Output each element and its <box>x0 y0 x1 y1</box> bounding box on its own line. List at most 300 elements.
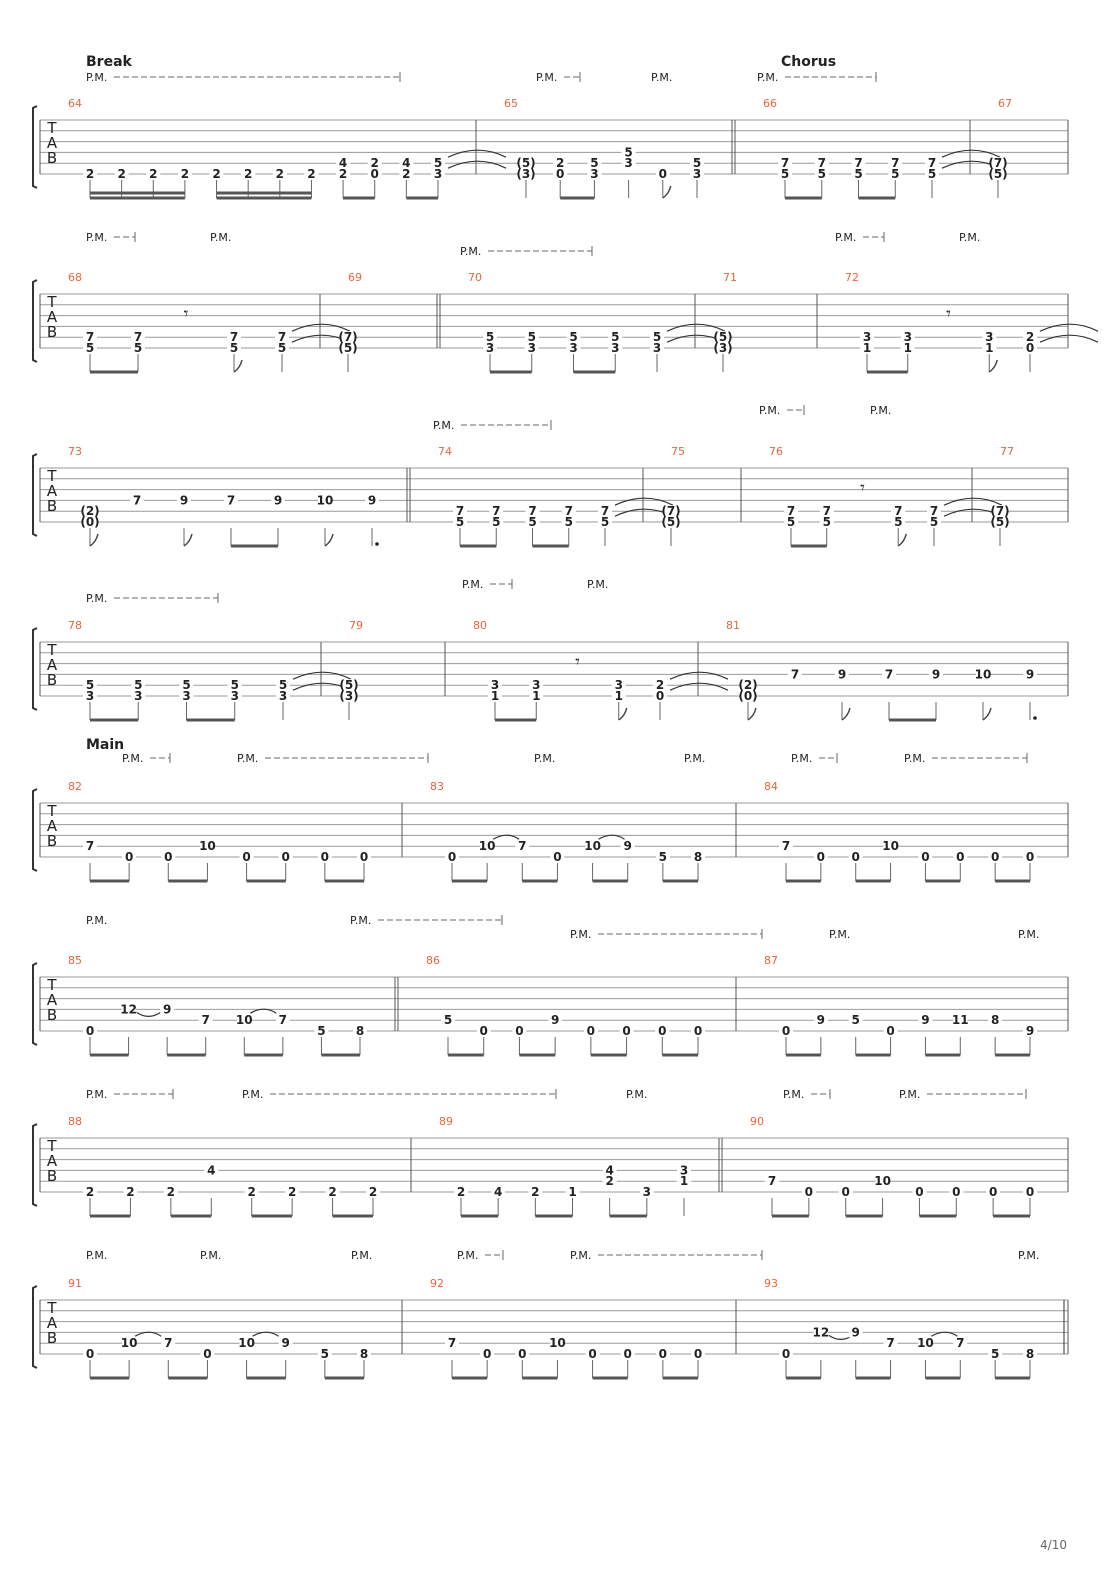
tab-clef-letter: T <box>47 802 57 820</box>
palm-mute-label: P.M. <box>86 1249 108 1262</box>
fret-number: (7) <box>990 504 1010 519</box>
fret-number: 4 <box>402 156 411 171</box>
palm-mute-label: P.M. <box>626 1088 648 1101</box>
fret-number: 1 <box>568 1185 577 1199</box>
tie-arc <box>670 672 728 679</box>
fret-number: 5 <box>527 330 536 345</box>
fret-number: 4 <box>605 1163 614 1178</box>
tab-clef-letter: T <box>47 467 57 485</box>
tab-clef-letter: B <box>46 832 58 850</box>
palm-mute-label: P.M. <box>351 1249 373 1262</box>
system-bracket <box>33 963 37 1045</box>
fret-number: 0 <box>515 1024 524 1038</box>
fret-number: 2 <box>126 1185 135 1199</box>
fret-number: 2 <box>456 1185 466 1199</box>
dot <box>1033 716 1037 720</box>
fret-number: 3 <box>278 689 288 703</box>
measure-number: 90 <box>750 1115 764 1128</box>
palm-mute-label: P.M. <box>904 752 926 765</box>
palm-mute-label: P.M. <box>587 578 609 591</box>
fret-number: 0 <box>804 1185 814 1199</box>
fret-number: 10 <box>974 667 992 682</box>
tab-system <box>33 405 1068 546</box>
fret-number: 2 <box>655 678 665 693</box>
fret-number: 5 <box>854 167 863 181</box>
palm-mute-label: P.M. <box>210 231 232 244</box>
measure-number: 79 <box>349 619 363 632</box>
tie-arc <box>1040 335 1098 342</box>
fret-number: 0 <box>921 850 930 864</box>
fret-number: 3 <box>569 341 578 355</box>
fret-number: 7 <box>277 330 287 345</box>
tab-clef-letter: T <box>47 976 57 994</box>
fret-number: 2 <box>149 167 158 181</box>
fret-number: 8 <box>355 1024 365 1038</box>
fret-number: 0 <box>586 1024 596 1038</box>
fret-number: 10 <box>549 1336 566 1351</box>
fret-number: (7) <box>661 504 681 519</box>
palm-mute-label: P.M. <box>86 914 108 927</box>
measure-number: 80 <box>473 619 487 632</box>
page-number: 4/10 <box>1040 1538 1067 1552</box>
palm-mute-label: P.M. <box>536 71 558 84</box>
measure-number: 68 <box>68 271 82 284</box>
tie-arc <box>448 161 506 168</box>
measure-number: 75 <box>671 445 685 458</box>
fret-number: 2 <box>166 1185 176 1199</box>
fret-number: 10 <box>199 839 216 854</box>
fret-number: 0 <box>242 850 251 864</box>
palm-mute-label: P.M. <box>433 419 455 432</box>
tab-clef-letter: T <box>47 119 57 137</box>
fret-number: 10 <box>120 1336 138 1351</box>
system-bracket <box>33 628 37 710</box>
palm-mute-label: P.M. <box>122 752 144 765</box>
tab-clef-letter: B <box>46 497 58 515</box>
fret-number: 3 <box>134 689 143 703</box>
fret-number: 0 <box>553 850 562 864</box>
palm-mute-label: P.M. <box>460 245 482 258</box>
fret-number: 0 <box>988 1185 998 1199</box>
fret-number: 5 <box>692 156 702 171</box>
note-flag <box>989 360 997 372</box>
fret-number: 1 <box>532 689 541 703</box>
note-flag <box>184 534 192 546</box>
fret-number: 0 <box>518 1347 527 1361</box>
fret-number: (5) <box>713 330 733 345</box>
fret-number: 8 <box>359 1347 369 1361</box>
fret-number: 1 <box>862 341 872 355</box>
tab-clef-letter: A <box>46 482 58 500</box>
fret-number: 3 <box>85 689 95 703</box>
note-flag <box>325 534 333 546</box>
fret-number: 9 <box>816 1013 826 1028</box>
fret-number: 0 <box>1025 850 1035 864</box>
tab-system <box>33 753 1068 881</box>
fret-number: 3 <box>679 1163 689 1178</box>
fret-number: 3 <box>230 689 239 703</box>
fret-number: 3 <box>642 1185 652 1199</box>
tab-system <box>33 915 1068 1055</box>
fret-number: 11 <box>951 1013 969 1028</box>
fret-number: 12 <box>120 1002 137 1017</box>
fret-number: 5 <box>927 167 937 181</box>
system-bracket <box>33 106 37 188</box>
fret-number: 2 <box>247 1185 256 1199</box>
fret-number: 5 <box>590 156 599 171</box>
section-label: Break <box>86 54 132 70</box>
tab-clef-letter: B <box>46 1167 58 1185</box>
fret-number: (7) <box>338 330 358 345</box>
fret-number: 0 <box>915 1185 924 1199</box>
fret-number: 7 <box>886 1336 895 1351</box>
palm-mute-label: P.M. <box>86 592 108 605</box>
note-flag <box>234 360 242 372</box>
fret-number: 10 <box>882 839 899 854</box>
eighth-rest: 𝄾 <box>183 303 189 325</box>
fret-number: 9 <box>1025 667 1035 682</box>
fret-number: 10 <box>235 1013 253 1028</box>
fret-number: 0 <box>370 167 379 181</box>
fret-number: (5) <box>990 515 1010 529</box>
fret-number: 2 <box>402 167 411 181</box>
fret-number: 5 <box>817 167 826 181</box>
fret-number: 5 <box>569 330 578 345</box>
fret-number: 7 <box>767 1174 777 1189</box>
measure-number: 67 <box>998 97 1012 110</box>
fret-number: 0 <box>588 1347 597 1361</box>
measure-number: 71 <box>723 271 737 284</box>
fret-number: 9 <box>281 1336 290 1351</box>
measure-number: 84 <box>764 780 778 793</box>
tab-clef-letter: A <box>46 308 58 326</box>
tab-clef-letter: B <box>46 323 58 341</box>
fret-number: 5 <box>891 167 900 181</box>
fret-number: 8 <box>1025 1347 1035 1361</box>
fret-number: 5 <box>822 515 831 529</box>
palm-mute-label: P.M. <box>783 1088 805 1101</box>
fret-number: 7 <box>528 504 537 519</box>
fret-number: 2 <box>556 156 565 171</box>
fret-number: 3 <box>532 678 541 693</box>
fret-number: 0 <box>1025 341 1035 355</box>
fret-number: 0 <box>816 850 826 864</box>
palm-mute-label: P.M. <box>1018 1249 1040 1262</box>
fret-number: 5 <box>564 515 573 529</box>
fret-number: 5 <box>658 850 668 864</box>
fret-number: 5 <box>780 167 790 181</box>
tab-clef-letter: B <box>46 149 58 167</box>
eighth-rest: 𝄾 <box>575 651 580 673</box>
fret-number: 9 <box>367 493 377 508</box>
fret-number: 9 <box>623 839 632 854</box>
fret-number: 5 <box>317 1024 326 1038</box>
fret-number: 3 <box>862 330 872 345</box>
fret-number: (2) <box>80 504 100 519</box>
measure-number: 88 <box>68 1115 82 1128</box>
fret-number: 2 <box>605 1174 614 1189</box>
fret-number: 7 <box>492 504 501 519</box>
tab-system <box>33 1250 1068 1378</box>
note-flag <box>898 534 906 546</box>
fret-number: 0 <box>203 1347 212 1361</box>
fret-number: 7 <box>817 156 826 171</box>
system-bracket <box>33 280 37 362</box>
fret-number: 5 <box>229 341 239 355</box>
measure-number: 83 <box>430 780 444 793</box>
fret-number: 7 <box>956 1336 965 1351</box>
fret-number: 0 <box>990 850 1000 864</box>
fret-number: 0 <box>85 1024 95 1038</box>
tab-clef-letter: T <box>47 1299 57 1317</box>
tab-clef-letter: B <box>46 1006 58 1024</box>
fret-number: 5 <box>443 1013 453 1028</box>
fret-number: 7 <box>85 330 95 345</box>
fret-number: 5 <box>492 515 501 529</box>
fret-number: 3 <box>433 167 443 181</box>
section-label: Chorus <box>781 54 837 70</box>
fret-number: 0 <box>320 850 330 864</box>
fret-number: 9 <box>273 493 283 508</box>
fret-number: (5) <box>661 515 681 529</box>
fret-number: 5 <box>277 341 287 355</box>
fret-number: 0 <box>1025 1185 1035 1199</box>
fret-number: 0 <box>447 850 457 864</box>
fret-number: 2 <box>1025 330 1035 345</box>
section-label: Main <box>86 737 125 753</box>
note-flag <box>90 534 98 546</box>
palm-mute-label: P.M. <box>684 752 706 765</box>
fret-number: 7 <box>780 156 790 171</box>
fret-number: 5 <box>85 678 95 693</box>
fret-number: (5) <box>988 167 1008 181</box>
tab-clef-letter: A <box>46 656 58 674</box>
fret-number: 5 <box>652 330 662 345</box>
fret-number: 3 <box>490 678 500 693</box>
fret-number: 9 <box>837 667 847 682</box>
fret-number: 4 <box>338 156 348 171</box>
fret-number: (0) <box>80 515 100 529</box>
fret-number: 10 <box>874 1174 891 1189</box>
fret-number: 7 <box>564 504 573 519</box>
fret-number: 3 <box>614 678 623 693</box>
fret-number: 0 <box>658 167 667 181</box>
fret-number: 3 <box>182 689 191 703</box>
measure-number: 85 <box>68 954 82 967</box>
fret-number: 0 <box>886 1024 895 1038</box>
note-flag <box>748 708 756 720</box>
fret-number: 3 <box>652 341 662 355</box>
fret-number: 0 <box>479 1024 488 1038</box>
fret-number: 7 <box>894 504 903 519</box>
fret-number: 0 <box>623 1347 632 1361</box>
fret-number: 7 <box>455 504 465 519</box>
fret-number: 0 <box>841 1185 850 1199</box>
fret-number: (2) <box>738 678 758 693</box>
fret-number: 7 <box>85 839 95 854</box>
fret-number: 7 <box>884 667 894 682</box>
system-bracket <box>33 1124 37 1206</box>
fret-number: 2 <box>275 167 284 181</box>
fret-number: 5 <box>182 678 191 693</box>
measure-number: 77 <box>1000 445 1014 458</box>
palm-mute-label: P.M. <box>757 71 779 84</box>
fret-number: 7 <box>278 1013 288 1028</box>
fret-number: 9 <box>1025 1024 1035 1038</box>
fret-number: 7 <box>447 1336 457 1351</box>
measure-number: 93 <box>764 1277 778 1290</box>
fret-number: (3) <box>516 167 536 181</box>
fret-number: 4 <box>207 1163 216 1178</box>
fret-number: 9 <box>921 1013 930 1028</box>
fret-number: 2 <box>338 167 348 181</box>
fret-number: 8 <box>990 1013 1000 1028</box>
tie-arc <box>670 683 728 690</box>
measure-number: 78 <box>68 619 82 632</box>
fret-number: 7 <box>927 156 937 171</box>
fret-number: 9 <box>550 1013 560 1028</box>
fret-number: 10 <box>316 493 334 508</box>
tab-system <box>33 1089 1068 1216</box>
tab-clef-letter: A <box>46 991 58 1009</box>
palm-mute-label: P.M. <box>835 231 857 244</box>
fret-number: 5 <box>786 515 796 529</box>
palm-mute-label: P.M. <box>462 578 484 591</box>
tab-clef-letter: A <box>46 134 58 152</box>
fret-number: 5 <box>433 156 443 171</box>
pull-slur <box>137 1012 161 1016</box>
fret-number: 3 <box>485 341 495 355</box>
tab-clef-letter: A <box>46 1152 58 1170</box>
fret-number: 10 <box>917 1336 934 1351</box>
fret-number: 7 <box>781 839 791 854</box>
tie-arc <box>1040 324 1098 331</box>
palm-mute-label: P.M. <box>570 928 592 941</box>
fret-number: 5 <box>134 678 143 693</box>
fret-number: 0 <box>851 850 860 864</box>
eighth-rest: 𝄾 <box>860 477 865 499</box>
measure-number: 86 <box>426 954 440 967</box>
note-flag <box>842 708 850 720</box>
fret-number: 3 <box>985 330 994 345</box>
fret-number: 3 <box>692 167 702 181</box>
fret-number: 2 <box>244 167 253 181</box>
fret-number: 1 <box>985 341 994 355</box>
measure-number: 76 <box>769 445 783 458</box>
fret-number: 2 <box>328 1185 337 1199</box>
fret-number: 3 <box>590 167 599 181</box>
measure-number: 64 <box>68 97 82 110</box>
measure-number: 92 <box>430 1277 444 1290</box>
measure-number: 74 <box>438 445 452 458</box>
palm-mute-label: P.M. <box>959 231 981 244</box>
fret-number: 0 <box>781 1024 791 1038</box>
fret-number: (5) <box>516 156 536 171</box>
measure-number: 89 <box>439 1115 453 1128</box>
fret-number: 5 <box>85 341 95 355</box>
system-bracket <box>33 789 37 871</box>
fret-number: (5) <box>339 678 359 693</box>
fret-number: 0 <box>124 850 134 864</box>
fret-number: 5 <box>133 341 143 355</box>
fret-number: 2 <box>531 1185 540 1199</box>
palm-mute-label: P.M. <box>870 404 892 417</box>
measure-number: 66 <box>763 97 777 110</box>
fret-number: 5 <box>929 515 939 529</box>
palm-mute-label: P.M. <box>200 1249 222 1262</box>
fret-number: 5 <box>485 330 495 345</box>
fret-number: 1 <box>614 689 623 703</box>
fret-number: 2 <box>85 1185 95 1199</box>
fret-number: 1 <box>903 341 912 355</box>
fret-number: 5 <box>990 1347 1000 1361</box>
fret-number: 7 <box>164 1336 173 1351</box>
fret-number: 5 <box>455 515 465 529</box>
fret-number: 2 <box>370 156 379 171</box>
palm-mute-label: P.M. <box>237 752 259 765</box>
fret-number: (3) <box>339 689 359 703</box>
fret-number: 2 <box>212 167 221 181</box>
fret-number: (7) <box>988 156 1008 171</box>
fret-number: 7 <box>132 493 142 508</box>
fret-number: 2 <box>180 167 190 181</box>
tab-clef-letter: T <box>47 293 57 311</box>
fret-number: 10 <box>238 1336 255 1351</box>
fret-number: 5 <box>600 515 610 529</box>
palm-mute-label: P.M. <box>651 71 673 84</box>
fret-number: 0 <box>658 1347 668 1361</box>
palm-mute-label: P.M. <box>899 1088 921 1101</box>
fret-number: 7 <box>929 504 939 519</box>
palm-mute-label: P.M. <box>1018 928 1040 941</box>
fret-number: 10 <box>584 839 601 854</box>
fret-number: 1 <box>490 689 500 703</box>
tab-clef-letter: T <box>47 641 57 659</box>
fret-number: 0 <box>693 1347 703 1361</box>
fret-number: 2 <box>368 1185 378 1199</box>
tab-clef-letter: A <box>46 817 58 835</box>
tab-system <box>33 232 1098 372</box>
fret-number: 9 <box>162 1002 172 1017</box>
fret-number: 7 <box>518 839 527 854</box>
system-bracket <box>33 1286 37 1368</box>
fret-number: 5 <box>611 330 620 345</box>
tab-clef-letter: T <box>47 1137 57 1155</box>
fret-number: 5 <box>528 515 537 529</box>
tab-clef-letter: A <box>46 1314 58 1332</box>
fret-number: 0 <box>482 1347 492 1361</box>
palm-mute-label: P.M. <box>457 1249 479 1262</box>
fret-number: 9 <box>931 667 941 682</box>
palm-mute-label: P.M. <box>829 928 851 941</box>
palm-mute-label: P.M. <box>86 1088 108 1101</box>
fret-number: (0) <box>738 689 758 703</box>
fret-number: 10 <box>478 839 496 854</box>
fret-number: 0 <box>658 1024 667 1038</box>
fret-number: 1 <box>679 1174 689 1189</box>
note-flag <box>619 708 627 720</box>
palm-mute-label: P.M. <box>759 404 781 417</box>
palm-mute-label: P.M. <box>570 1249 592 1262</box>
fret-number: 7 <box>133 330 143 345</box>
fret-number: 0 <box>164 850 173 864</box>
fret-number: 7 <box>226 493 236 508</box>
fret-number: 12 <box>812 1325 830 1340</box>
fret-number: 5 <box>624 145 633 160</box>
note-flag <box>663 186 671 198</box>
fret-number: 2 <box>307 167 316 181</box>
fret-number: 2 <box>85 167 95 181</box>
